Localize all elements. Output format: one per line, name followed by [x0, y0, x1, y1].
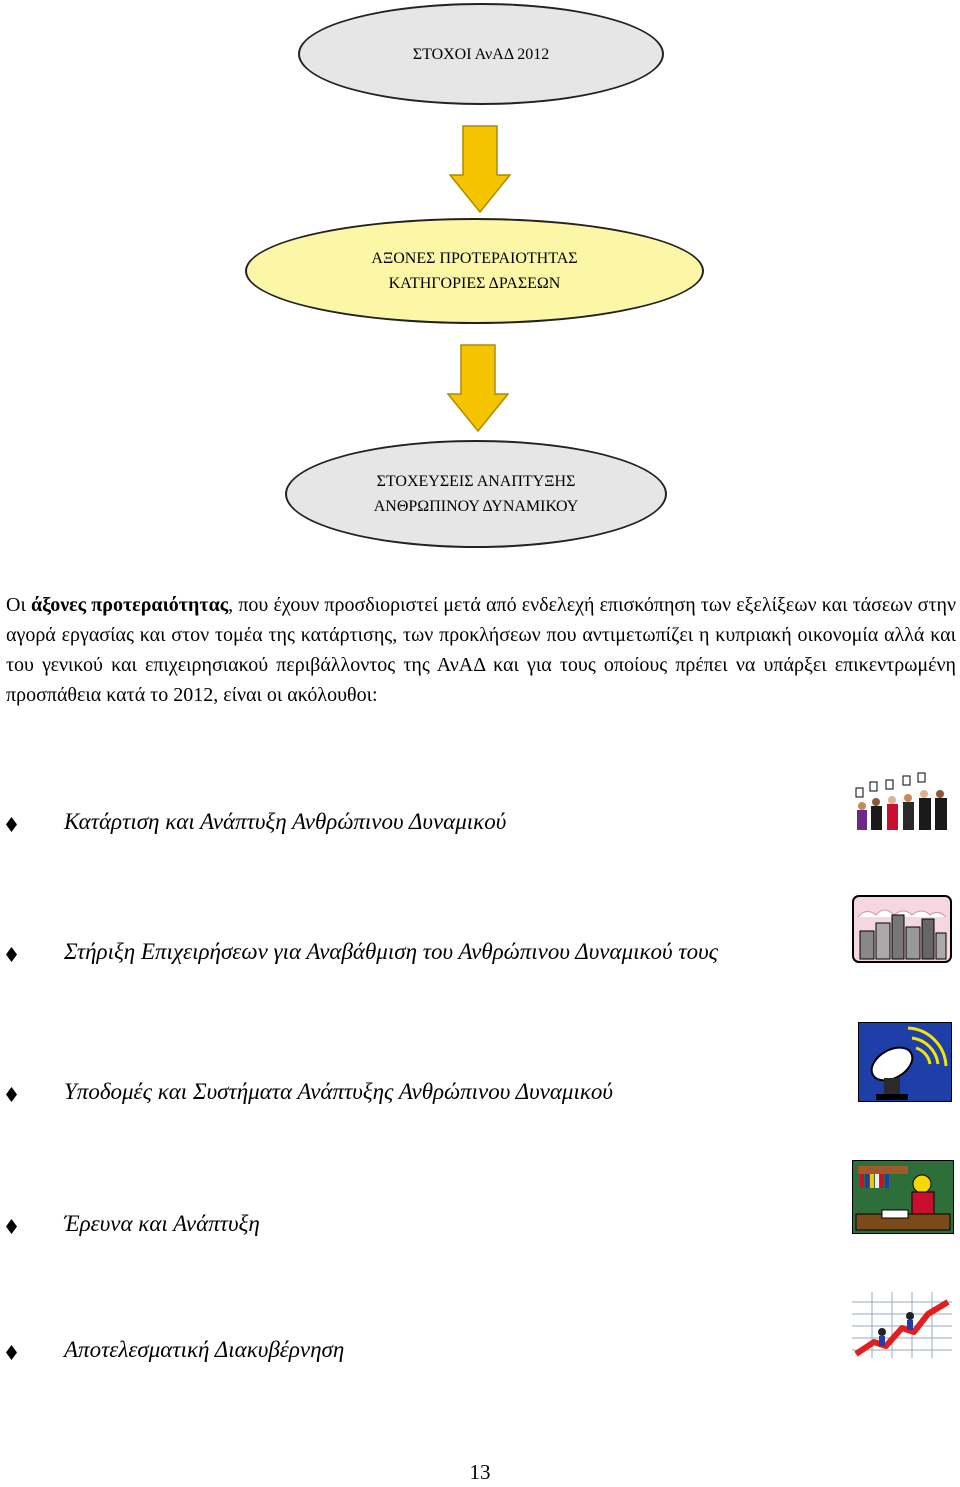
page-number: 13: [469, 1460, 491, 1484]
people-voting-icon: [850, 772, 954, 832]
priority-axes-label: ΑΞΟΝΕΣ ΠΡΟΤΕΡΑΙΟΤΗΤΑΣ: [371, 250, 578, 267]
paragraph-bold-term: άξονες προτεραιότητας: [30, 594, 229, 616]
human-resources-label: ΑΝΘΡΩΠΙΝΟΥ ΔΥΝΑΜΙΚΟΥ: [373, 498, 579, 515]
priority-axes-ellipse: [245, 218, 704, 324]
action-categories-label: ΚΑΤΗΓΟΡΙΕΣ ΔΡΑΣΕΩΝ: [388, 275, 561, 292]
diamond-bullet-icon: [6, 1345, 17, 1360]
list-item: [0, 1192, 960, 1262]
diamond-bullet-icon: [6, 817, 17, 832]
list-item: [0, 790, 960, 860]
diamond-bullet-icon: [6, 1219, 17, 1234]
development-targets-ellipse: [285, 440, 667, 548]
axis-label: Στήριξη Επιχειρήσεων για Αναβάθμιση του Ανθρώπινου Δυναμικού τους: [64, 939, 718, 964]
goals-ellipse: [298, 3, 664, 105]
growth-chart-icon: [852, 1292, 952, 1358]
axis-label: Έρευνα και Ανάπτυξη: [64, 1211, 260, 1236]
goals-label: ΣΤΟΧΟΙ ΑνΑΔ 2012: [412, 45, 550, 63]
axis-label: Αποτελεσματική Διακυβέρνηση: [64, 1337, 345, 1362]
down-arrow-icon: [449, 125, 511, 213]
list-item: [0, 1318, 960, 1388]
diamond-bullet-icon: [6, 1087, 17, 1102]
paragraph-rest: , που έχουν προσδιοριστεί μετά από ενδελεχή επισκόπηση των εξελίξεων και τάσεων στην αγορά εργασίας και στον τομέα της κατάρτισης, των προκλήσεων που αντιμετωπίζει η κυπριακή οικονομία αλλά και του γενικού και επιχειρησιακού περιβάλλοντος της ΑνΑΔ και για τους οποίους πρέπει να υπάρξει επικεντρωμένη προσπάθεια κατά το 2012, είναι οι ακόλουθοι:: [6, 594, 956, 706]
development-targets-label: ΣΤΟΧΕΥΣΕΙΣ ΑΝΑΠΤΥΞΗΣ: [376, 473, 576, 490]
list-item: [0, 1060, 960, 1130]
down-arrow-icon: [447, 344, 509, 432]
satellite-dish-icon: [858, 1022, 952, 1102]
city-buildings-icon: [852, 895, 952, 963]
axis-label: Υποδομές και Συστήματα Ανάπτυξης Ανθρώπινου Δυναμικού: [64, 1079, 613, 1104]
researcher-desk-icon: [852, 1160, 954, 1234]
list-item: [0, 920, 960, 990]
intro-paragraph: [6, 590, 956, 710]
diamond-bullet-icon: [6, 947, 17, 962]
paragraph-intro: Οι: [6, 594, 31, 616]
axis-label: Κατάρτιση και Ανάπτυξη Ανθρώπινου Δυναμικού: [64, 809, 507, 834]
